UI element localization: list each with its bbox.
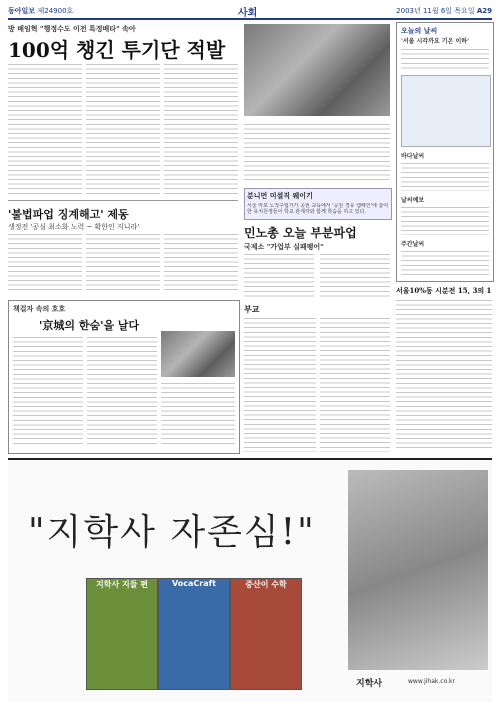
main-headline: 100억 챙긴 투기단 적발 xyxy=(8,38,226,62)
weather-map xyxy=(401,75,491,147)
ad-photo xyxy=(348,470,488,670)
story2-text2 xyxy=(86,232,160,292)
section-title: 사회 xyxy=(238,8,258,19)
photo-caption-title: 분니먼 미셜직 웨이기 xyxy=(247,192,313,200)
culture-headline: '京城의 한숨'을 날다 xyxy=(39,319,140,332)
culture-photo xyxy=(161,331,235,377)
ad-brand: 지학사 xyxy=(356,679,383,689)
culture-text3 xyxy=(161,381,235,447)
divider xyxy=(8,200,238,201)
weather-section-sea: 바다날씨 xyxy=(401,153,425,160)
story2-subhead: 생정전 '공심 최소화 노력 ~ 확한인 지니라' xyxy=(8,223,140,231)
story2-headline: '불법파업 징계해고' 제동 xyxy=(8,208,129,221)
photo-caption-box xyxy=(244,188,392,220)
weekly-table xyxy=(401,249,489,277)
ad-book-1: 지학사 지들 편 xyxy=(86,578,158,690)
ad-block xyxy=(8,458,492,702)
main-text-col1 xyxy=(8,62,82,195)
ad-url[interactable]: www.jihak.co.kr xyxy=(408,678,455,685)
photo-caption-text: 서울 마포 노작구립가가 공현 교육에서 '공원 경유 캠페인'에 참여한 유치원생들이 학교 관계자와 함께 학습을 하고 있다. xyxy=(247,203,389,215)
story3-headline: 민노총 오늘 부분파업 xyxy=(244,226,357,240)
story3-text2 xyxy=(320,252,390,297)
weather-title: 오늘의 날씨 xyxy=(401,27,438,35)
culture-text2 xyxy=(87,335,157,447)
story2-text3 xyxy=(164,232,238,292)
main-text-col2 xyxy=(86,62,160,195)
masthead xyxy=(8,4,492,20)
sea-table xyxy=(401,161,489,191)
weather-subtitle: '서울 시각까요 기온 이하' xyxy=(401,38,469,45)
culture-text1 xyxy=(13,335,83,447)
forecast-table xyxy=(401,205,489,235)
paper-name: 동아일보 제24900호 xyxy=(8,7,74,15)
story3-subhead: 국제소 "가업부 실패팽어" xyxy=(244,243,324,251)
story2-text1 xyxy=(8,232,82,292)
main-text-col3 xyxy=(164,62,238,195)
date-page: 2003년 11월 6일 목요일 A29 xyxy=(396,7,492,15)
weather-section-weekly: 주간날씨 xyxy=(401,241,425,248)
weather-section-forecast: 날씨예보 xyxy=(401,197,425,204)
obituary-title: 부교 xyxy=(244,304,260,314)
ad-book-2: VocaCraft xyxy=(158,578,230,690)
culture-box xyxy=(8,300,240,454)
culture-kicker: 책걸자 속의 호호 xyxy=(13,305,66,313)
weather-panel xyxy=(396,22,494,282)
seoul-box-text xyxy=(396,298,492,452)
weather-summary xyxy=(401,47,489,71)
obituary-text1 xyxy=(244,316,316,452)
story3-text1 xyxy=(244,252,314,297)
ad-quote: "지학사 자존심!" xyxy=(28,512,316,553)
main-kicker: 방 배임혁 "행정수도 이전 특정배타" 속아 xyxy=(8,25,136,33)
ad-book-3: 중산이 수학 xyxy=(230,578,302,690)
seoul-box-title: 서울10%동 시분전 15, 3의 1 xyxy=(396,286,492,295)
photo-side-text xyxy=(244,122,390,182)
obituary-text2 xyxy=(320,316,390,452)
news-photo xyxy=(244,24,390,116)
